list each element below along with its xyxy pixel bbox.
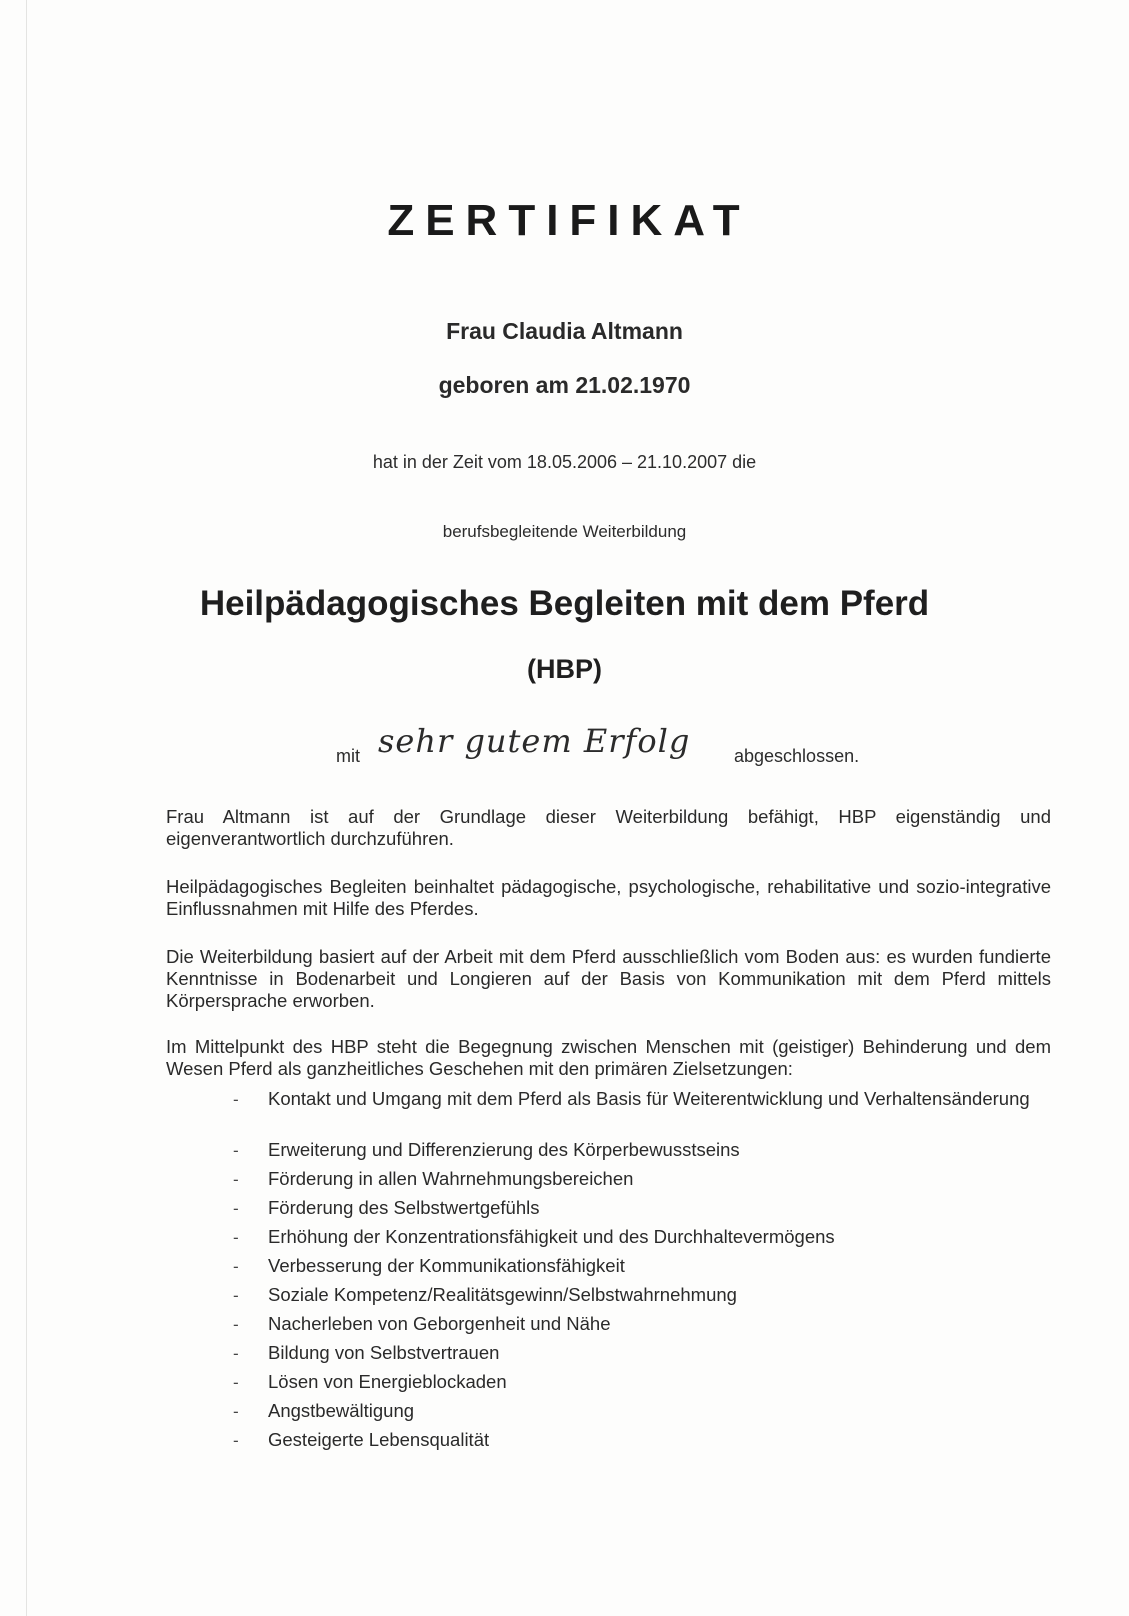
bullet-dash: -: [233, 1373, 239, 1392]
bullet-dash: -: [233, 1199, 239, 1218]
goal-text: Nacherleben von Geborgenheit und Nähe: [268, 1313, 611, 1334]
goal-text: Erweiterung und Differenzierung des Körperbewusstseins: [268, 1139, 740, 1160]
list-item: [0, 1400, 1129, 1429]
list-item: [0, 1168, 1129, 1197]
bullet-dash: -: [233, 1170, 239, 1189]
bullet-dash: -: [233, 1286, 239, 1305]
paragraph-focus: Im Mittelpunkt des HBP steht die Begegnung zwischen Menschen mit (geistiger) Behinderung und dem Wesen Pferd als ganzheitliches Geschehen mit den primären Zielsetzungen:: [166, 1036, 1051, 1079]
list-item: [0, 1139, 1129, 1168]
result-statement: [0, 720, 1129, 780]
goal-text: Kontakt und Umgang mit dem Pferd als Basis für Weiterentwicklung und Verhaltensänderung: [268, 1088, 1030, 1109]
bullet-dash: -: [233, 1090, 239, 1109]
result-suffix: abgeschlossen.: [734, 746, 860, 766]
bullet-dash: -: [233, 1228, 239, 1247]
certificate-title: ZERTIFIKAT: [387, 196, 751, 245]
result-prefix: mit: [336, 746, 360, 766]
recipient-birth-date: geboren am 21.02.1970: [438, 372, 691, 398]
list-item: [0, 1255, 1129, 1284]
list-item: [0, 1088, 1129, 1139]
goal-text: Verbesserung der Kommunikationsfähigkeit: [268, 1255, 625, 1276]
bullet-dash: -: [233, 1141, 239, 1160]
list-item: [0, 1313, 1129, 1342]
list-item: [0, 1197, 1129, 1226]
training-period: hat in der Zeit vom 18.05.2006 – 21.10.2007 die: [372, 452, 757, 472]
goal-text: Förderung des Selbstwertgefühls: [268, 1197, 540, 1218]
goal-text: Lösen von Energieblockaden: [268, 1371, 507, 1392]
paragraph-qualification: Frau Altmann ist auf der Grundlage dieser Weiterbildung befähigt, HBP eigenständig und eigenverantwortlich durchzuführen.: [166, 806, 1051, 849]
goal-text: Angstbewältigung: [268, 1400, 415, 1421]
list-item: [0, 1284, 1129, 1313]
list-item: [0, 1371, 1129, 1400]
training-kind: berufsbegleitende Weiterbildung: [442, 522, 687, 541]
paragraph-method: Die Weiterbildung basiert auf der Arbeit mit dem Pferd ausschließlich vom Boden aus: es wurden fundierte Kenntnisse in Bodenarbeit und Longieren auf der Basis von Kommunikation mit dem Pferd mittels Körpersprache erworben.: [166, 946, 1051, 1011]
bullet-dash: -: [233, 1315, 239, 1334]
course-title: Heilpädagogisches Begleiten mit dem Pferd: [199, 584, 930, 623]
bullet-dash: -: [233, 1431, 239, 1450]
recipient-name: Frau Claudia Altmann: [446, 318, 683, 344]
course-abbreviation: (HBP): [527, 654, 602, 684]
list-item: [0, 1342, 1129, 1371]
bullet-dash: -: [233, 1344, 239, 1363]
handwritten-grade: sehr gutem Erfolg: [378, 722, 691, 760]
goal-text: Bildung von Selbstvertrauen: [268, 1342, 500, 1363]
paragraph-definition: Heilpädagogisches Begleiten beinhaltet pädagogische, psychologische, rehabilitative und sozio-integrative Einflussnahmen mit Hilfe des Pferdes.: [166, 876, 1051, 919]
goals-list: [0, 1088, 1129, 1458]
bullet-dash: -: [233, 1402, 239, 1421]
goal-text: Gesteigerte Lebensqualität: [268, 1429, 490, 1450]
goal-text: Erhöhung der Konzentrationsfähigkeit und des Durchhaltevermögens: [268, 1226, 835, 1247]
bullet-dash: -: [233, 1257, 239, 1276]
goal-text: Förderung in allen Wahrnehmungsbereichen: [268, 1168, 634, 1189]
list-item: [0, 1429, 1129, 1458]
list-item: [0, 1226, 1129, 1255]
goal-text: Soziale Kompetenz/Realitätsgewinn/Selbstwahrnehmung: [268, 1284, 737, 1305]
